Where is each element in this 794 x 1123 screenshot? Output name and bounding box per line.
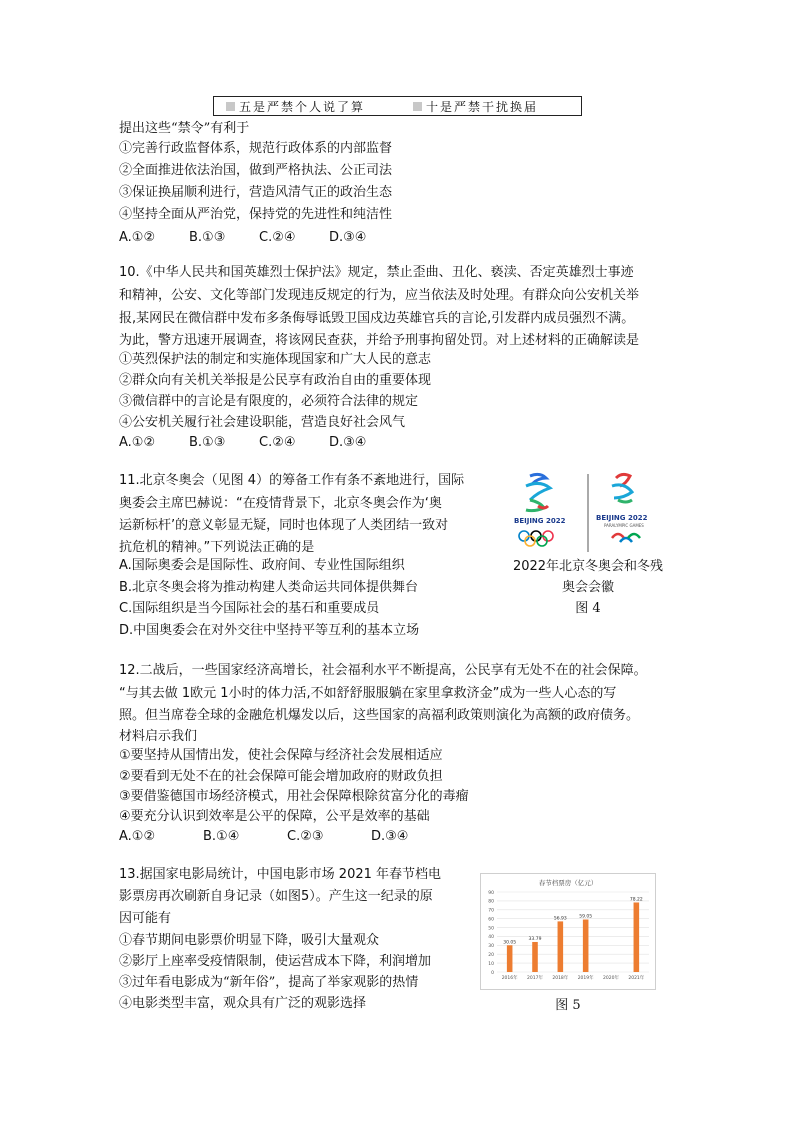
y-tick-label: 0: [491, 970, 494, 976]
y-tick-label: 90: [488, 890, 494, 896]
q9-choice-a: A.①②: [119, 230, 156, 245]
bar: [532, 942, 538, 972]
q9-option-1: ①完善行政监督体系，规范行政体系的内部监督: [119, 141, 393, 156]
olympic-logos-figure: [508, 470, 668, 555]
q12-option-1: ①要坚持从国情出发，使社会保障与经济社会发展相适应: [119, 748, 443, 763]
q10-choice-c: C.②④: [259, 435, 296, 450]
q9-choice-b: B.①③: [189, 230, 226, 245]
q11-line-4: 抗危机的精神。”下列说法正确的是: [119, 540, 315, 555]
q13-line-1: 13.据国家电影局统计，中国电影市场 2021 年春节档电: [119, 867, 442, 882]
q10-line-3: 报,某网民在微信群中发布多条侮辱诋毁卫国戍边英雄官兵的言论,引发群内成员强烈不满。: [119, 311, 635, 326]
olympic-emblem-icon: [514, 474, 566, 546]
winter-olympics-emblem-icon: [508, 470, 668, 555]
q9-option-4: ④坚持全面从严治党，保持党的先进性和纯洁性: [119, 207, 393, 222]
q10-line-4: 为此，警方迅速开展调查，将该网民查获，并给予刑事拘留处罚。对上述材料的正确解读是: [119, 333, 640, 348]
paralympic-emblem-icon: [596, 474, 648, 542]
x-tick-label: 2020年: [603, 976, 619, 981]
q11-option-b: B.北京冬奥会将为推动构建人类命运共同体提供舞台: [119, 580, 419, 595]
y-tick-label: 50: [488, 926, 494, 932]
gray-square-icon: [226, 102, 235, 111]
q11-line-2: 奥委会主席巴赫说：“在疫情背景下，北京冬奥会作为‘奥: [119, 496, 442, 511]
x-tick-label: 2018年: [552, 976, 569, 981]
q11-option-d: D.中国奥委会在对外交往中坚持平等互利的基本立场: [119, 623, 420, 638]
q10-choice-d: D.③④: [329, 435, 367, 450]
q9-option-2: ②全面推进依法治国，做到严格执法、公正司法: [119, 163, 393, 178]
box-office-chart: [480, 873, 656, 990]
q10-option-4: ④公安机关履行社会建设职能，营造良好社会风气: [119, 415, 406, 430]
q12-choice-a: A.①②: [119, 829, 156, 844]
q13-line-3: 因可能有: [119, 911, 172, 926]
q10-choice-a: A.①②: [119, 435, 156, 450]
q10-option-3: ③微信群中的言论是有限度的，必须符合法律的规定: [119, 394, 419, 409]
q9-option-3: ③保证换届顺利进行，营造风清气正的政治生态: [119, 185, 393, 200]
chart-title: 春节档票房（亿元）: [538, 879, 598, 887]
q10-line-2: 和精神，公安、文化等部门发现违反规定的行为，应当依法及时处理。有群众向公安机关举: [119, 288, 640, 303]
y-tick-label: 80: [488, 899, 494, 905]
logo2-subtext: PARALYMPIC GAMES: [604, 523, 644, 528]
y-tick-label: 10: [488, 961, 494, 967]
q12-line-2: “与其去做 1欧元 1小时的体力活,不如舒舒服服躺在家里拿救济金”成为一些人心态的写: [119, 686, 617, 701]
q11-line-1: 11.北京冬奥会（见图 4）的筹备工作有条不紊地进行，国际: [119, 473, 465, 488]
q13-line-2: 影票房再次刷新自身记录（如图5）。产生这一纪录的原: [119, 889, 433, 904]
x-tick-label: 2017年: [527, 976, 543, 981]
q12-line-4: 材料启示我们: [119, 729, 198, 744]
rules-box: [213, 96, 582, 116]
q13-option-3: ③过年看电影成为“新年俗”，提高了举家观影的热情: [119, 975, 419, 990]
q12-option-2: ②要看到无处不在的社会保障可能会增加政府的财政负担: [119, 769, 443, 784]
q13-option-1: ①春节期间电影票价明显下降，吸引大量观众: [119, 933, 380, 948]
q11-option-a: A.国际奥委会是国际性、政府间、专业性国际组织: [119, 558, 405, 573]
y-tick-label: 30: [488, 944, 494, 950]
q12-option-3: ③要借鉴德国市场经济模式，用社会保障根除贫富分化的毒瘤: [119, 789, 469, 804]
y-tick-label: 20: [488, 953, 494, 959]
q13-option-4: ④电影类型丰富，观众具有广泛的观影选择: [119, 996, 367, 1011]
bar: [634, 902, 640, 972]
q12-line-1: 12.二战后，一些国家经济高增长，社会福利水平不断提高，公民享有无处不在的社会保障。: [119, 663, 647, 678]
gray-square-icon: [413, 102, 422, 111]
box-office-chart-svg: [481, 874, 655, 989]
rule-item-10: [401, 98, 538, 115]
rule-item-5: [214, 98, 365, 115]
q12-option-4: ④要充分认识到效率是公平的保障，公平是效率的基础: [119, 809, 430, 824]
bar-value-label: 78.22: [629, 897, 643, 903]
q10-option-2: ②群众向有关机关举报是公民享有政治自由的重要体现: [119, 373, 432, 388]
q10-choice-b: B.①③: [189, 435, 226, 450]
q12-choice-d: D.③④: [371, 829, 409, 844]
q12-line-3: 照。但当席卷全球的金融危机爆发以后，这些国家的高福利政策则演化为高额的政府债务。: [119, 708, 640, 723]
x-tick-label: 2016年: [501, 976, 518, 981]
figure4-label: 图 4: [575, 601, 601, 616]
logo1-text: BEIJING 2022: [514, 517, 566, 525]
figure5-label: 图 5: [555, 998, 581, 1013]
x-tick-label: 2021年: [628, 976, 645, 981]
q9-stem: 提出这些“禁令”有利于: [119, 121, 250, 136]
bar: [507, 945, 513, 972]
figure4-caption-1: 2022年北京冬奥会和冬残: [512, 559, 664, 574]
logo2-text: BEIJING 2022: [596, 514, 648, 522]
y-tick-label: 70: [488, 908, 494, 914]
q13-option-2: ②影厅上座率受疫情限制，使运营成本下降，利润增加: [119, 954, 432, 969]
q12-choice-b: B.①④: [203, 829, 240, 844]
q10-line-1: 10.《中华人民共和国英雄烈士保护法》规定，禁止歪曲、丑化、亵渎、否定英雄烈士事迹: [119, 265, 634, 280]
bar: [583, 920, 589, 972]
bar-value-label: 33.79: [528, 936, 542, 942]
rule-10-text: 十是严禁干扰换届: [426, 99, 539, 114]
bar-value-label: 56.93: [553, 916, 567, 922]
q9-choice-d: D.③④: [329, 230, 367, 245]
bar-value-label: 59.05: [579, 914, 593, 920]
q11-option-c: C.国际组织是当今国际社会的基石和重要成员: [119, 601, 380, 616]
q12-choice-c: C.②③: [287, 829, 324, 844]
q11-line-3: 运新标杆’的意义彰显无疑，同时也体现了人类团结一致对: [119, 518, 449, 533]
q10-option-1: ①英烈保护法的制定和实施体现国家和广大人民的意志: [119, 352, 432, 367]
q9-choice-c: C.②④: [259, 230, 296, 245]
y-tick-label: 60: [488, 917, 494, 923]
y-tick-label: 40: [488, 935, 494, 941]
rule-5-text: 五是严禁个人说了算: [239, 99, 366, 114]
x-tick-label: 2019年: [577, 976, 594, 981]
figure4-caption-2: 奥会会徽: [561, 580, 614, 595]
bar: [558, 921, 564, 972]
bar-value-label: 30.05: [503, 940, 517, 946]
